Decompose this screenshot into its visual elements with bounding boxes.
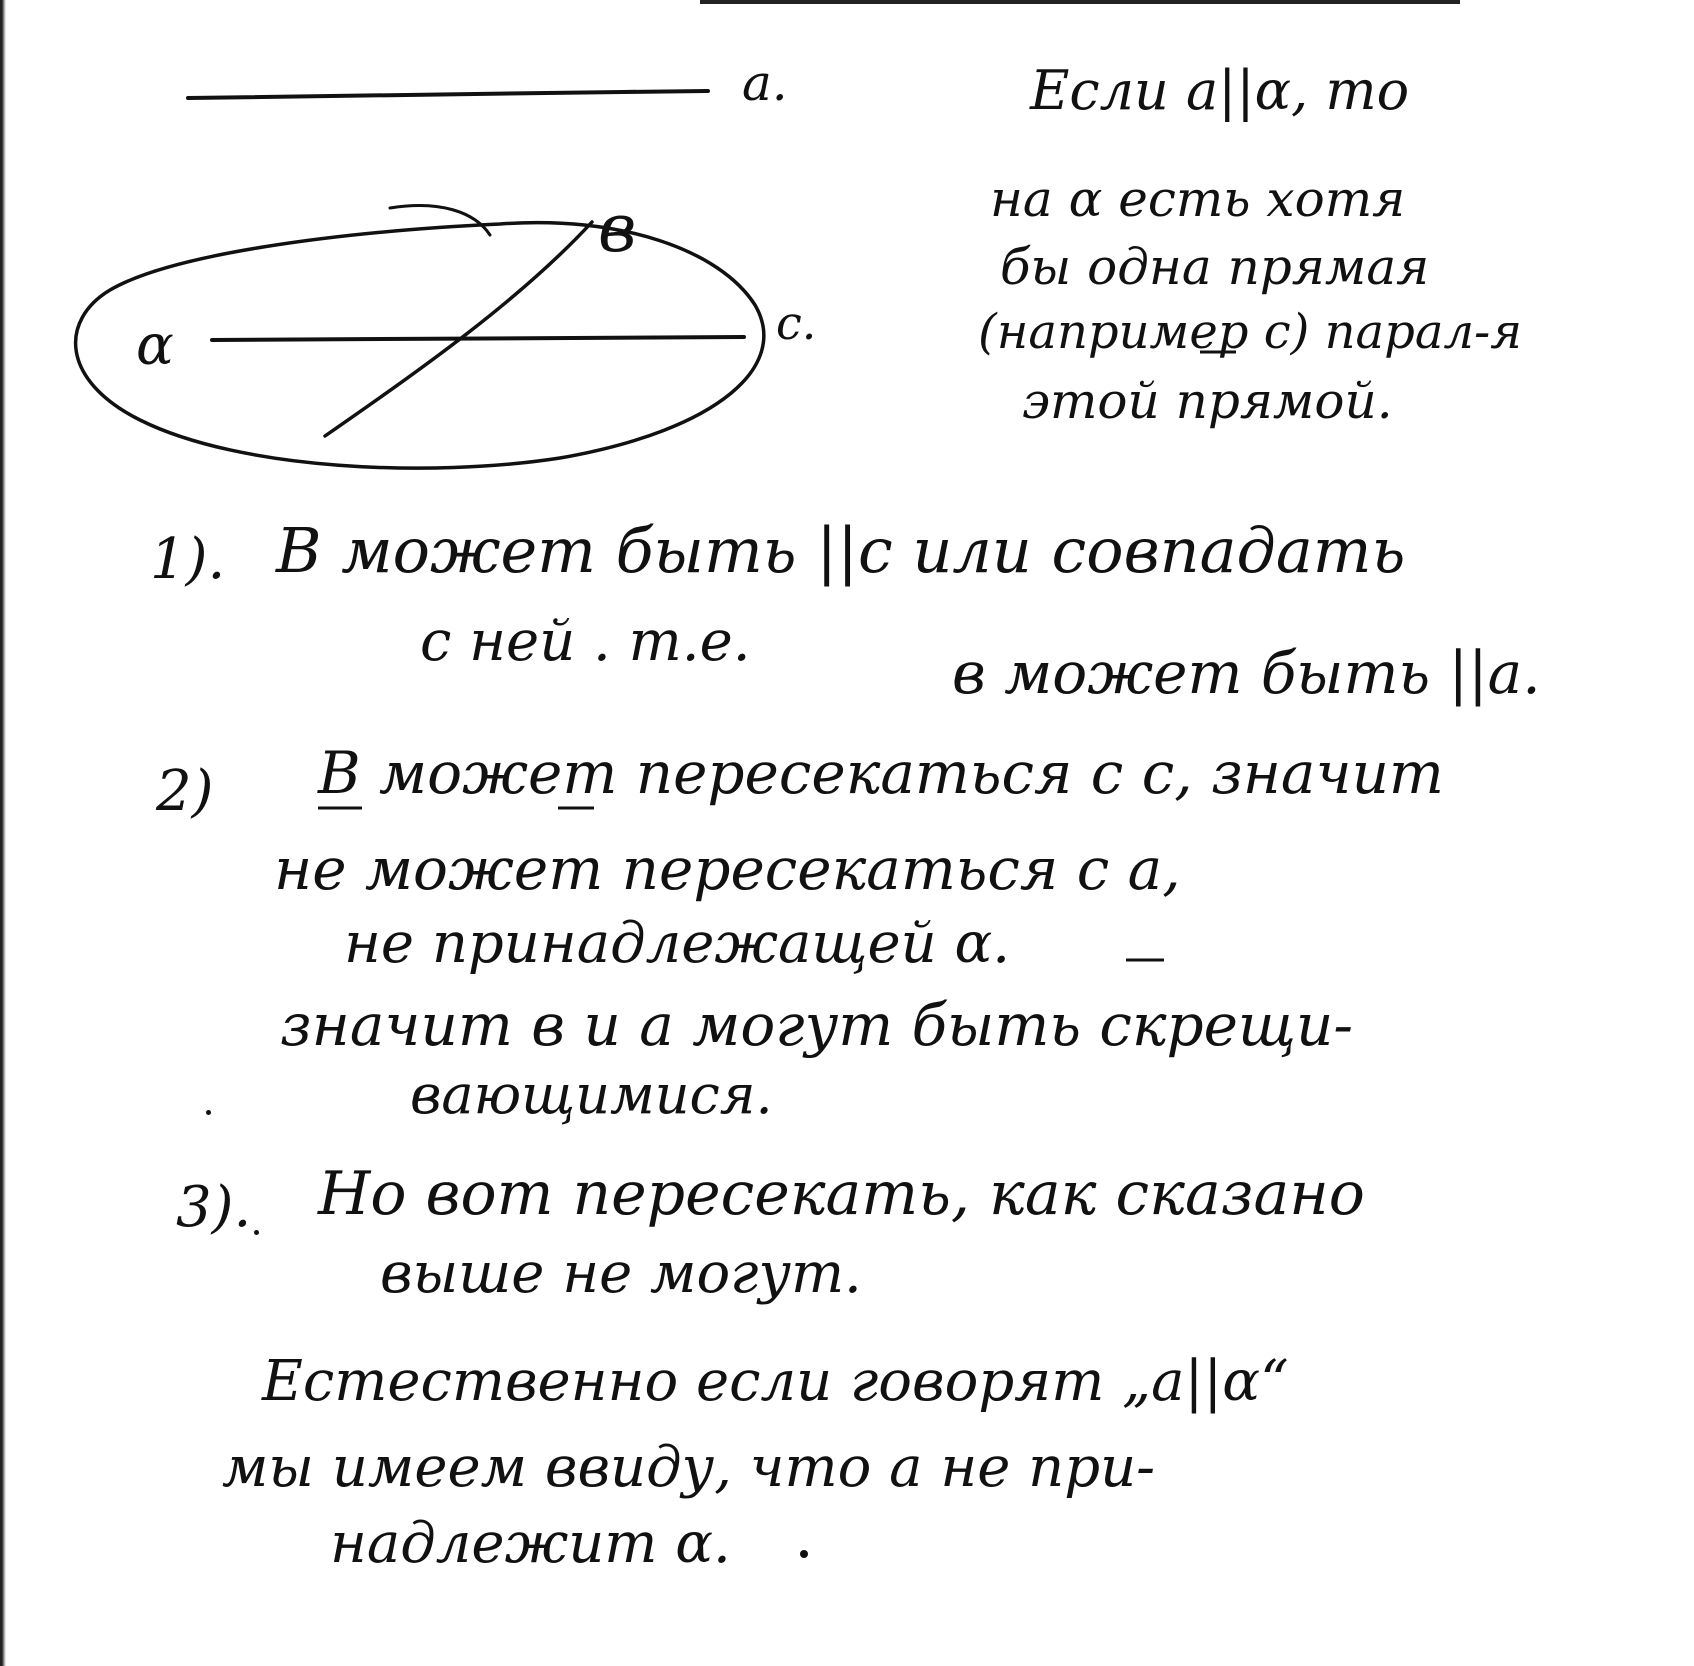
item-line: В может быть ||с или совпадать	[276, 514, 1406, 587]
note-heading: Если a||α, то	[1030, 59, 1410, 122]
item-line: Но вот пересекать, как сказано	[318, 1159, 1365, 1229]
note-line: на α есть хотя	[990, 170, 1406, 228]
item-number: 2)	[156, 759, 214, 824]
ink-speck	[254, 1230, 259, 1235]
item-line: не может пересекаться с a,	[274, 835, 1181, 903]
item-line: в может быть ||a.	[952, 639, 1541, 707]
line-b	[325, 222, 592, 436]
label-line-b: в	[598, 190, 637, 267]
item-line: вающимися.	[410, 1063, 773, 1126]
item-line: значит в и а могут быть скрещи-	[280, 991, 1353, 1059]
item-number: 1).	[150, 527, 226, 592]
ink-speck	[206, 1110, 211, 1115]
conclusion-line: мы имеем ввиду, что а не при-	[222, 1435, 1156, 1500]
note-line: (например с) парал-я	[978, 304, 1523, 360]
item-line: В может пересекаться с с, значит	[318, 739, 1444, 807]
plane-alpha-outline	[76, 223, 764, 469]
conclusion-line: надлежит α.	[330, 1511, 731, 1576]
note-line: бы одна прямая	[1000, 238, 1430, 296]
line-c	[212, 337, 744, 340]
ink-speck	[800, 1550, 808, 1558]
item-line: выше не могут.	[380, 1241, 862, 1306]
note-line: этой прямой.	[1022, 372, 1393, 430]
line-a	[188, 91, 708, 98]
item-line: с ней . т.е.	[420, 609, 751, 674]
item-line: не принадлежащей α.	[344, 911, 1011, 976]
label-plane-alpha: α	[136, 313, 174, 378]
conclusion-line: Естественно если говорят „a||α“	[262, 1349, 1289, 1414]
item-number: 3).	[176, 1175, 252, 1240]
label-line-c: с.	[776, 296, 817, 350]
label-line-a: a.	[742, 54, 788, 112]
